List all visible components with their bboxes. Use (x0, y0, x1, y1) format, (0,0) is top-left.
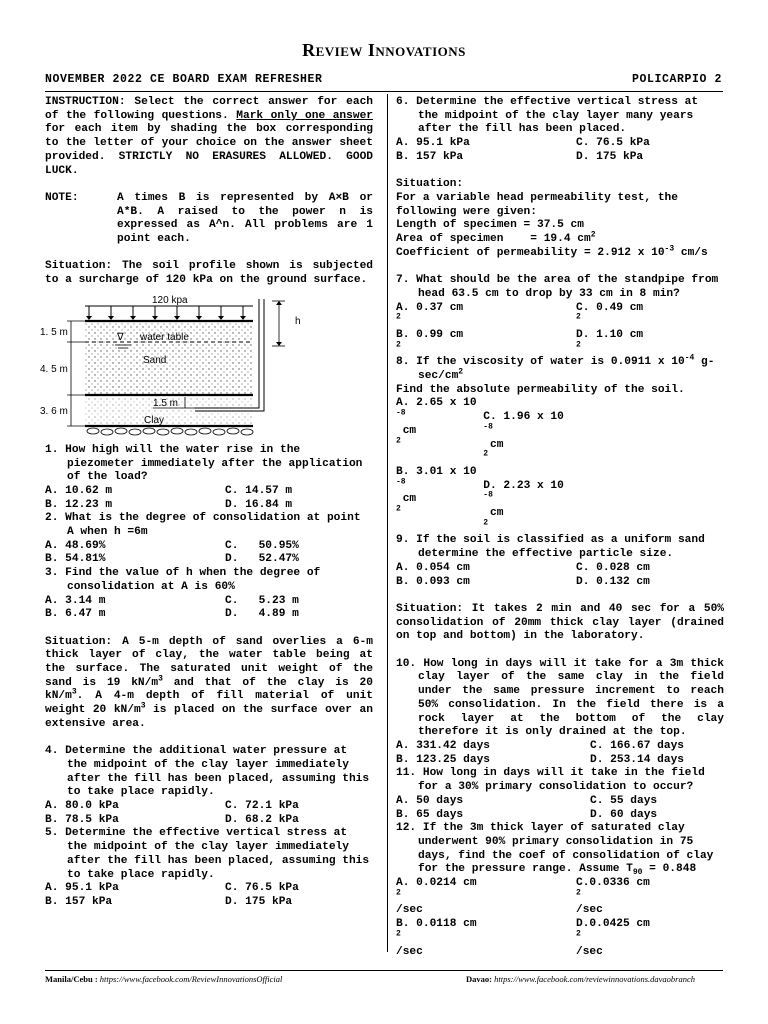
question-11: 11. How long in days will it take in the field for a 30% primary consolidation to occur? (396, 767, 705, 794)
sand-label: Sand (143, 354, 167, 366)
q4-choice-a: A. 80.0 kPa (45, 800, 119, 813)
question-8-line2: Find the absolute permeability of the soil. (396, 383, 685, 396)
q2-choice-c: C. 50.95% (225, 539, 299, 552)
q5-choice-b: B. 157 kPa (45, 895, 113, 908)
situation-fill: Situation: A 5-m depth of sand overlies a 6-m thick layer of clay, the water table being at the surface. The saturated unit weight of the sand is 19 $kN/m^3$ and that of the clay is 20 $kN/m^3$. A 4-m depth of fill material of unit weight 20 $kN/m^3$ is placed on the surface over an extensive area. (45, 635, 373, 730)
q6-choice-b: B. 157 kPa (396, 150, 464, 163)
q12-choice-b: B. 0.0118 cm $^2$ /sec (396, 918, 477, 958)
depth-label-2: 4. 5 m (40, 363, 68, 375)
q7-choice-b: B. 0.99 cm $^2$ (396, 328, 464, 349)
q6-choice-d: D. 175 kPa (576, 150, 644, 163)
q1-choice-b: B. 12.23 m (45, 498, 113, 511)
q12-choice-d: D.0.0425 cm $^2$ /sec (576, 918, 650, 958)
question-10: 10. How long in days will it take for a 3m thick clay layer of the same clay in the field under the same pressure increment to reach 50% consolidation. In the field there is a rock layer at the bottom of the clay therefore it is only drained at the top. (396, 657, 724, 739)
point-depth-label: 1.5 m (153, 397, 179, 409)
left-column (40, 96, 373, 910)
handout-code: POLICARPIO 2 (631, 73, 722, 86)
q7-choice-d: D. 1.10 cm $^2$ (576, 328, 644, 349)
soil-profile-figure (40, 294, 373, 437)
q11-choice-a: A. 50 days (396, 794, 464, 807)
question-5: 5. Determine the effective vertical stress at the midpoint of the clay layer immediately after the fill has been placed, assuming this to take place rapidly. (45, 827, 370, 881)
page-title: Review Innovations (302, 40, 466, 60)
note: NOTE: A times B is represented by A×B or A*B. A raised to the power n is expressed as A^n. All problems are 1 point each. (45, 191, 373, 246)
q9-choice-b: B. 0.093 cm (396, 575, 470, 588)
q10-choice-d: D. 253.14 days (590, 753, 684, 766)
q10-choice-c: C. 166.67 days (590, 739, 684, 752)
question-3: 3. Find the value of h when the degree of consolidation at A is 60% (45, 567, 321, 593)
clay-label: Clay (144, 414, 165, 426)
q12-choice-a: A. 0.0214 cm $^2$ /sec (396, 877, 477, 917)
right-column (396, 96, 724, 959)
q4-choice-b: B. 78.5 kPa (45, 813, 119, 826)
q8-choice-b: B. 3.01 x 10 $^{-8}$ cm $^2$ (396, 465, 484, 514)
situation-permeability: Situation: For a variable head permeability test, the following were given: Length of specimen = 37.5 cm Area of specimen = 19.4 $cm^2$ Coefficient of permeability = 2.912 x $10^{-3}$ cm/s (396, 178, 708, 259)
facebook-link-manila[interactable]: https://www.facebook.com/ReviewInnovationsOfficial (99, 974, 283, 984)
q3-choice-c: C. 5.23 m (225, 594, 299, 607)
footer-rule (45, 970, 723, 971)
facebook-link-davao[interactable]: https://www.facebook.com/reviewinnovations.davaobranch (494, 974, 696, 984)
question-8: 8. If the viscosity of water is 0.0911 x $10^{-4}$ $g-\sec/cm^2$ (396, 353, 715, 383)
q12-choice-c: C.0.0336 cm $^2$ /sec (576, 877, 650, 917)
q9-choice-c: C. 0.028 cm (576, 561, 650, 574)
header-rule (45, 91, 723, 92)
q1-choice-c: C. 14.57 m (225, 484, 293, 497)
load-label: 120 kpa (152, 294, 188, 306)
q2-choice-d: D. 52.47% (225, 553, 299, 566)
depth-label-1: 1. 5 m (40, 326, 68, 338)
q7-choice-c: C. 0.49 cm $^2$ (576, 301, 644, 322)
water-table-label: water table (140, 331, 189, 343)
q1-choice-d: D. 16.84 m (225, 498, 293, 511)
q10-choice-b: B. 123.25 days (396, 753, 490, 766)
question-6: 6. Determine the effective vertical stress at the midpoint of the clay layer many years after the fill has been placed. (396, 96, 699, 136)
q3-choice-a: A. 3.14 m (45, 594, 106, 607)
q7-choice-a: A. 0.37 cm $^2$ (396, 301, 464, 322)
situation-consolidation: Situation: It takes 2 min and 40 sec for a 50% consolidation of 20mm thick clay layer (drained on top and bottom) in the laboratory. (396, 602, 724, 643)
q6-choice-a: A. 95.1 kPa (396, 137, 470, 150)
q5-choice-d: D. 175 kPa (225, 895, 293, 908)
q5-choice-a: A. 95.1 kPa (45, 882, 119, 895)
q4-choice-c: C. 72.1 kPa (225, 800, 299, 813)
footer-left: Manila/Cebu : https://www.facebook.com/ReviewInnovationsOfficial (45, 974, 283, 984)
q6-choice-c: C. 76.5 kPa (576, 137, 650, 150)
q9-choice-a: A. 0.054 cm (396, 561, 470, 574)
question-9: 9. If the soil is classified as a uniform sand determine the effective particle size. (396, 534, 705, 561)
q3-choice-d: D. 4.89 m (225, 608, 299, 621)
depth-label-3: 3. 6 m (40, 405, 68, 417)
question-12: 12. If the 3m thick layer of saturated clay underwent 90% primary consolidation in 75 days, find the coef of consolidation of clay for the pressure range. Assume $T_{90} = 0.848$ (396, 822, 714, 878)
h-label: h (295, 315, 301, 327)
question-4: 4. Determine the additional water pressure at the midpoint of the clay layer immediately after the fill has been placed, assuming this to take place rapidly. (45, 745, 370, 799)
question-7: 7. What should be the area of the standpipe from head 63.5 cm to drop by 33 cm in 8 min? (396, 274, 719, 300)
q8-choice-d: D. 2.23 x 10 $^{-8}$ cm $^2$ (483, 479, 571, 528)
q11-choice-c: C. 55 days (590, 794, 658, 807)
q9-choice-d: D. 0.132 cm (576, 575, 650, 588)
footer-right: Davao: https://www.facebook.com/reviewinnovations.davaobranch (466, 974, 696, 984)
q2-choice-a: A. 48.69% (45, 539, 106, 552)
q11-choice-d: D. 60 days (590, 808, 658, 821)
question-1: 1. How high will the water rise in the piezometer immediately after the application of the load? (45, 443, 363, 484)
column-divider (387, 94, 388, 952)
svg-text:∇: ∇ (117, 331, 124, 343)
q8-choice-a: A. 2.65 x 10 $^{-8}$ cm $^2$ (396, 397, 484, 445)
q11-choice-b: B. 65 days (396, 808, 464, 821)
q4-choice-d: D. 68.2 kPa (225, 813, 299, 826)
question-2: 2. What is the degree of consolidation at point A when h =6m (45, 512, 361, 539)
q8-choice-c: C. 1.96 x 10 $^{-8}$ cm $^2$ (483, 411, 571, 459)
rock-base (87, 428, 253, 435)
q10-choice-a: A. 331.42 days (396, 739, 490, 752)
situation-soil-profile: Situation: The soil profile shown is subjected to a surcharge of 120 kPa on the ground surface. (45, 260, 373, 287)
q3-choice-b: B. 6.47 m (45, 608, 106, 621)
q2-choice-b: B. 54.81% (45, 553, 106, 566)
q1-choice-a: A. 10.62 m (45, 484, 113, 497)
q5-choice-c: C. 76.5 kPa (225, 882, 299, 895)
instruction: INSTRUCTION: Select the correct answer for each of the following questions. Mark only one answer for each item by shading the box corresponding to the letter of your choice on the answer sheet provided. STRICTLY NO ERASURES ALLOWED. GOOD LUCK. (45, 96, 373, 177)
exam-title: NOVEMBER 2022 CE BOARD EXAM REFRESHER (45, 73, 323, 86)
